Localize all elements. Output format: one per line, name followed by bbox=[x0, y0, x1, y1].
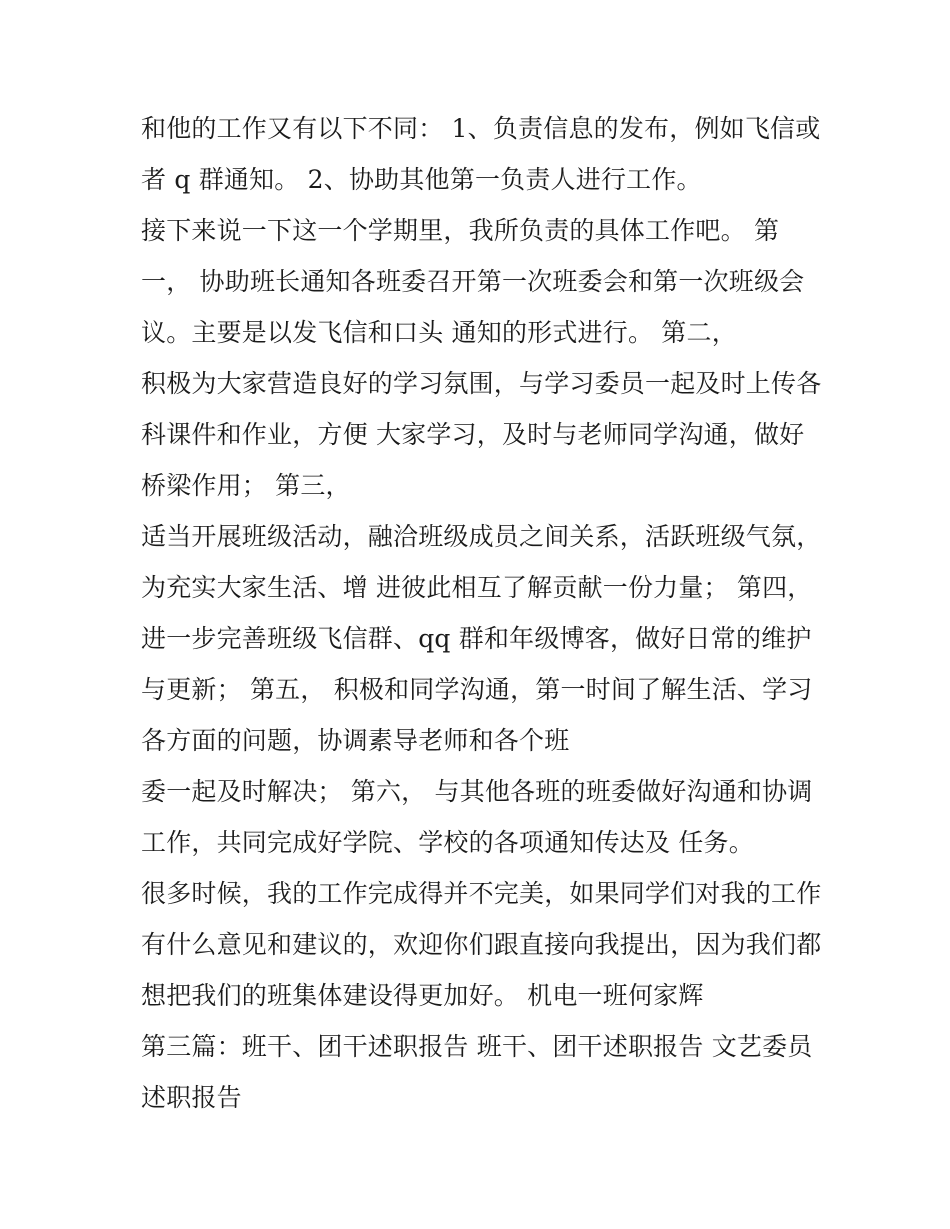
text-line: 积极为大家营造良好的学习氛围，与学习委员一起及时上传各 bbox=[141, 369, 822, 398]
text-line: 为充实大家生活、增 进彼此相互了解贡献一份力量； 第四， bbox=[141, 573, 813, 602]
text-line: 述职报告 bbox=[141, 1083, 242, 1112]
text-line: 与更新； 第五， 积极和同学沟通，第一时间了解生活、学习 bbox=[141, 675, 813, 704]
text-line: 适当开展班级活动，融洽班级成员之间关系，活跃班级气氛， bbox=[141, 522, 822, 551]
text-line: 和他的工作又有以下不同： 1、负责信息的发布，例如飞信或 bbox=[141, 114, 821, 143]
text-line: 很多时候，我的工作完成得并不完美，如果同学们对我的工作 bbox=[141, 879, 822, 908]
text-line: 第三篇：班干、团干述职报告 班干、团干述职报告 文艺委员 bbox=[141, 1032, 813, 1061]
text-line: 委一起及时解决； 第六， 与其他各班的班委做好沟通和协调 bbox=[141, 777, 813, 806]
text-line: 议。主要是以发飞信和口头 通知的形式进行。 第二， bbox=[141, 318, 737, 347]
text-line: 者 q 群通知。 2、协助其他第一负责人进行工作。 bbox=[141, 165, 702, 194]
text-line: 桥梁作用； 第三， bbox=[141, 471, 351, 500]
text-line: 想把我们的班集体建设得更加好。 机电一班何家辉 bbox=[141, 981, 704, 1010]
text-line: 一， 协助班长通知各班委召开第一次班委会和第一次班级会 bbox=[141, 267, 805, 296]
text-line: 进一步完善班级飞信群、qq 群和年级博客，做好日常的维护 bbox=[141, 624, 812, 653]
text-line: 接下来说一下这一个学期里，我所负责的具体工作吧。 第 bbox=[141, 216, 780, 245]
text-line: 各方面的问题，协调素导老师和各个班 bbox=[141, 726, 570, 755]
text-line: 有什么意见和建议的，欢迎你们跟直接向我提出，因为我们都 bbox=[141, 930, 822, 959]
text-line: 工作，共同完成好学院、学校的各项通知传达及 任务。 bbox=[141, 828, 754, 857]
text-line: 科课件和作业，方便 大家学习，及时与老师同学沟通，做好 bbox=[141, 420, 805, 449]
